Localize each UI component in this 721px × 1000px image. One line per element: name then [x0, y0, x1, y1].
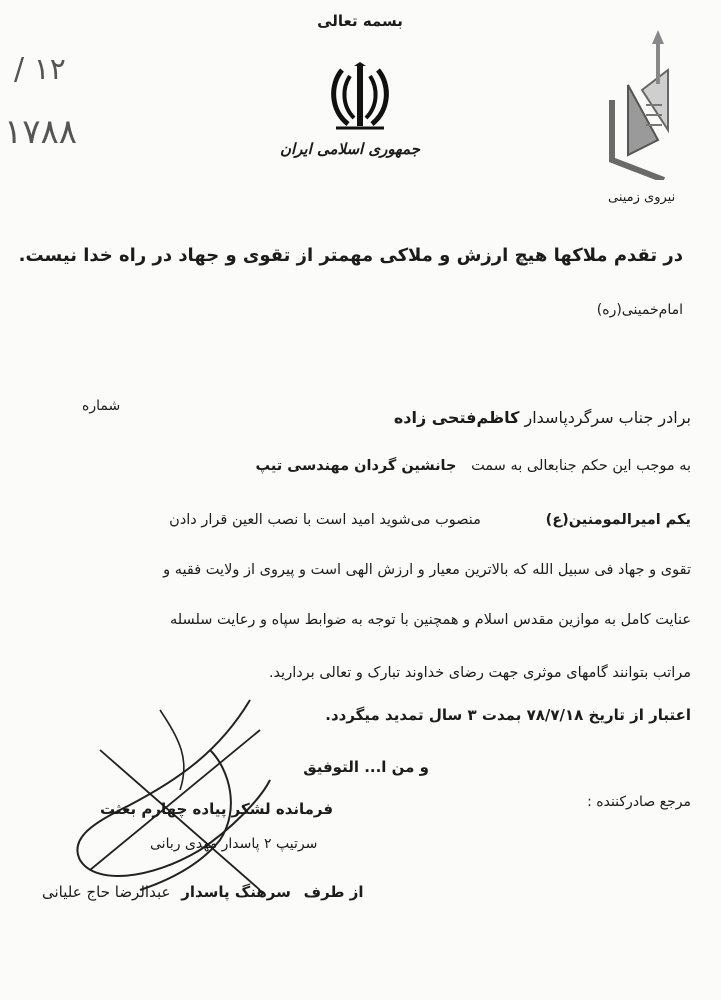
body-line-2 [169, 512, 691, 528]
issuer-name: سرتیپ ۲ پاسدار مهدی ربانی [150, 836, 318, 852]
validity-line: اعتبار از تاریخ ۷۸/۷/۱۸ بمدت ۳ سال تمدید میگردد. [325, 706, 691, 724]
unit-name: یکم امیرالمومنین(ع) [545, 512, 691, 528]
ground-forces-label: نیروی زمینی [608, 190, 676, 205]
basmala-heading: بسمه تعالی [317, 12, 403, 30]
body-line-2-rest: منصوب می‌شوید امید است با نصب العین قرار دادن [169, 512, 481, 528]
issuer-title: فرمانده لشکر پیاده چهارم بعثت [100, 800, 334, 818]
khomeini-quote: در تقدم ملاکها هیچ ارزش و ملاکی مهمتر از تقوی و جهاد در راه خدا نیست. [18, 245, 683, 266]
handwritten-number-top: / ۱۲ [14, 52, 66, 87]
body-line-5: مراتب بتوانند گامهای موثری جهت رضای خداوند تبارک و تعالی بردارید. [268, 665, 691, 681]
body-line-3: تقوی و جهاد فی سبیل الله که بالاترین معیار و ارزش الهی است و پیروی از ولایت فقیه و [163, 562, 691, 578]
quote-author: امام‌خمینی(ره) [596, 302, 683, 318]
body-line-1 [256, 458, 691, 474]
recipient-prefix: برادر جناب سرگرد‌پاسدار [524, 408, 691, 427]
body-line-4: عنایت کامل به موازین مقدس اسلام و همچنین با توجه به ضوابط سپاه و رعایت سلسله [169, 612, 691, 628]
on-behalf-label: از طرف [303, 883, 364, 901]
iran-emblem-icon [328, 62, 392, 138]
recipient-name: کاظم‌فتحی زاده [393, 408, 520, 427]
number-label: شماره [82, 398, 121, 414]
on-behalf-line [42, 883, 364, 901]
signature-scribble [60, 690, 280, 904]
body-line-1-start: به موجب این حکم جنابعالی به سمت [471, 458, 691, 474]
issuer-label: مرجع صادرکننده : [587, 794, 691, 810]
ground-forces-logo-icon [598, 30, 678, 184]
position-title: جانشین گردان مهندسی تیپ [255, 458, 457, 474]
handwritten-number-bottom: ۱۷۸۸ [4, 112, 78, 152]
closing-phrase: و من ا... التوفیق [303, 758, 429, 776]
recipient-line [394, 408, 691, 427]
on-behalf-name: عبدالرضا حاج علیانی [42, 883, 171, 901]
republic-name: جمهوری اسلامی ایران [279, 140, 420, 158]
on-behalf-rank: سرهنگ پاسدار [181, 883, 291, 901]
